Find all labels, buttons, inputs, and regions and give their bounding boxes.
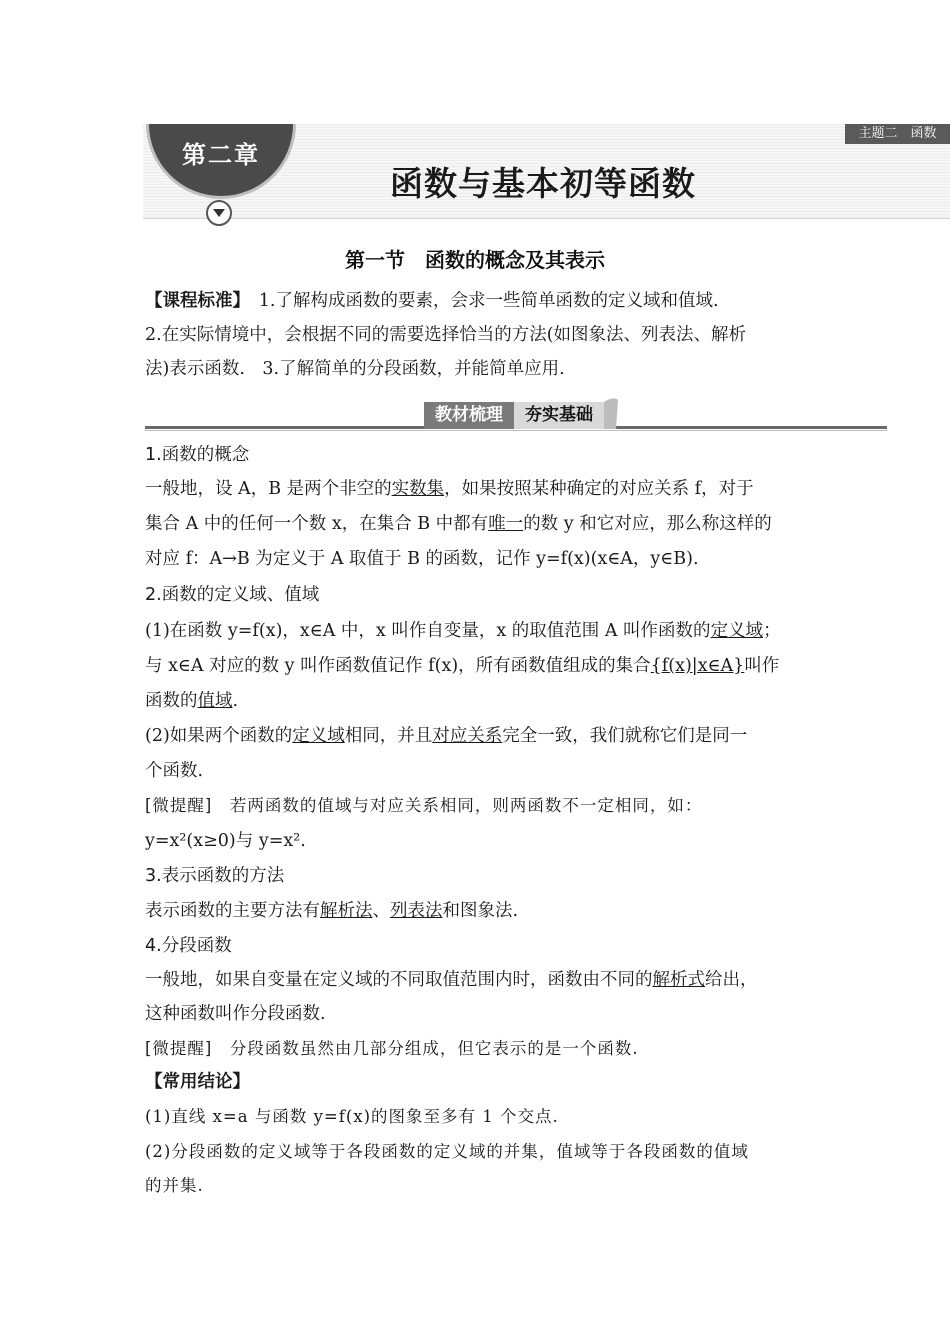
banner-curl-decoration: [604, 396, 620, 429]
tip-label: [微提醒]: [145, 1039, 213, 1058]
banner-label: 夯实基础: [514, 402, 604, 429]
paragraph-line: 对应 f：A→B 为定义于 A 取值于 B 的函数，记作 y=f(x)(x∈A，y∈B).: [145, 549, 699, 569]
underlined-term: 值域: [197, 691, 233, 711]
tip-example: y=x²(x≥0)与 y=x².: [145, 831, 306, 851]
chapter-badge: 第二章: [146, 124, 296, 199]
tip-line: [微提醒] 若两函数的值域与对应关系相同，则两函数不一定相同，如：: [145, 796, 703, 815]
conclusion-item: (1)直线 x=a 与函数 y=f(x)的图象至多有 1 个交点.: [145, 1107, 559, 1126]
paragraph-line: (2)如果两个函数的定义域相同，并且对应关系完全一致，我们就称它们是同一: [145, 726, 748, 746]
tip-line: [微提醒] 分段函数虽然由几部分组成，但它表示的是一个函数.: [145, 1039, 639, 1058]
paragraph-line: 一般地，如果自变量在定义域的不同取值范围内时，函数由不同的解析式给出，: [145, 970, 758, 990]
banner-label: 教材梳理: [424, 402, 514, 429]
section-heading: 3.表示函数的方法: [145, 866, 285, 886]
conclusion-item: 的并集.: [145, 1176, 204, 1195]
chevron-down-icon[interactable]: [206, 200, 232, 226]
section-heading: 2.函数的定义域、值域: [145, 585, 320, 605]
course-standard-line: 2.在实际情境中，会根据不同的需要选择恰当的方法(如图象法、列表法、解析: [145, 325, 747, 345]
underlined-term: 对应关系: [432, 726, 503, 746]
paragraph-line: 与 x∈A 对应的数 y 叫作函数值记作 f(x)，所有函数值组成的集合{f(x)|x∈A}叫作: [145, 656, 780, 676]
divider: [145, 430, 887, 431]
conclusion-item: (2)分段函数的定义域等于各段函数的定义域的并集，值域等于各段函数的值域: [145, 1142, 749, 1161]
course-standard-label: 【课程标准】: [145, 291, 242, 311]
section-heading: 4.分段函数: [145, 936, 232, 956]
conclusions-heading: 【常用结论】: [145, 1072, 250, 1092]
chapter-title: 函数与基本初等函数: [390, 164, 696, 203]
topic-tab: 主题二 函数: [845, 124, 950, 144]
paragraph-line: 这种函数叫作分段函数.: [145, 1004, 326, 1024]
paragraph-line: 集合 A 中的任何一个数 x，在集合 B 中都有唯一的数 y 和它对应，那么称这样的: [145, 514, 772, 534]
course-standard-line: 【课程标准】 1.了解构成函数的要素，会求一些简单函数的定义域和值域.: [145, 291, 719, 311]
tip-label: [微提醒]: [145, 796, 213, 815]
underlined-term: 定义域: [292, 726, 345, 746]
section-title: 第一节 函数的概念及其表示: [345, 248, 605, 272]
underlined-term: 解析式: [652, 970, 705, 990]
underlined-term: {f(x)|x∈A}: [650, 656, 745, 676]
paragraph-line: 表示函数的主要方法有解析法、列表法和图象法.: [145, 901, 519, 921]
underlined-term: 解析法: [320, 901, 373, 921]
underlined-term: 定义域: [710, 621, 764, 641]
paragraph-line: 一般地，设 A，B 是两个非空的实数集，如果按照某种确定的对应关系 f，对于: [145, 479, 754, 499]
section-heading: 1.函数的概念: [145, 445, 250, 465]
underlined-term: 列表法: [390, 901, 443, 921]
paragraph-line: 函数的值域.: [145, 691, 239, 711]
course-standard-line: 法)表示函数. 3.了解简单的分段函数，并能简单应用.: [145, 359, 565, 379]
paragraph-line: 个函数.: [145, 761, 204, 781]
underlined-term: 唯一: [488, 514, 524, 534]
underlined-term: 实数集: [391, 479, 445, 499]
paragraph-line: (1)在函数 y=f(x)，x∈A 中，x 叫作自变量，x 的取值范围 A 叫作函数的定义域；: [145, 621, 781, 641]
